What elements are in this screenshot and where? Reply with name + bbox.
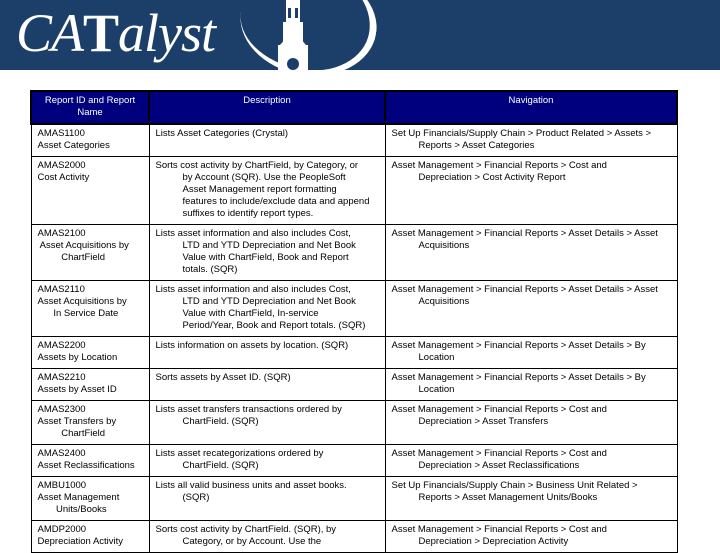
cell-line: AMDP2000 <box>37 524 87 535</box>
cell-line: Sorts assets by Asset ID. (SQR) <box>155 372 291 383</box>
cell-line: AMAS2000 <box>37 160 86 171</box>
cell-line: AMAS2210 <box>37 372 86 383</box>
cell-line: suffixes to identify report types. <box>182 208 314 219</box>
reports-table <box>30 90 678 553</box>
description-cell <box>149 281 385 337</box>
cell-line: ChartField <box>37 252 106 263</box>
table-row <box>31 337 677 369</box>
table-row <box>31 477 677 521</box>
cell-line: Depreciation > Cost Activity Report <box>418 172 566 183</box>
cell-line: ChartField. (SQR) <box>182 416 259 427</box>
cell-line: Asset Management > Financial Reports > Asset Details > By <box>391 340 646 351</box>
cell-line: Location <box>418 384 455 395</box>
cell-line: Acquisitions <box>418 296 470 307</box>
header-report-id: Report ID and Report Name <box>31 91 149 124</box>
cell-line: features to include/exclude data and append <box>182 196 370 207</box>
description-cell <box>149 477 385 521</box>
cell-line: AMAS2110 <box>37 284 85 295</box>
cell-line: LTD and YTD Depreciation and Net Book <box>182 240 356 251</box>
cell-line: Asset Acquisitions by <box>37 296 127 307</box>
navigation-cell <box>385 337 677 369</box>
report-id-cell <box>31 157 149 225</box>
header-description: Description <box>149 91 385 124</box>
cell-line: Value with ChartField, In-service <box>182 308 319 319</box>
description-cell <box>149 401 385 445</box>
cell-line: Reports > Asset Categories <box>418 140 535 151</box>
navigation-cell <box>385 445 677 477</box>
cell-line: (SQR) <box>182 492 210 503</box>
table-row <box>31 124 677 157</box>
cell-line: Asset Reclassifications <box>37 460 135 471</box>
cell-line: Asset Transfers by <box>37 416 117 427</box>
description-cell <box>149 157 385 225</box>
report-id-cell <box>31 337 149 369</box>
report-id-cell <box>31 281 149 337</box>
cell-line: ChartField. (SQR) <box>182 460 259 471</box>
cell-line: Asset Management > Financial Reports > Cost and <box>391 404 607 415</box>
description-cell <box>149 445 385 477</box>
description-cell <box>149 225 385 281</box>
catalyst-logo: CATalyst <box>16 3 216 63</box>
cell-line: Location <box>418 352 455 363</box>
report-id-cell <box>31 124 149 157</box>
table-row <box>31 157 677 225</box>
cell-line: AMAS2200 <box>37 340 86 351</box>
cell-line: Asset Management <box>37 492 120 503</box>
cell-line: Asset Management report formatting <box>182 184 337 195</box>
cell-line: AMAS2300 <box>37 404 86 415</box>
navigation-cell <box>385 369 677 401</box>
description-cell <box>149 124 385 157</box>
cell-line: Asset Management > Financial Reports > Asset Details > Asset <box>391 228 658 239</box>
navigation-cell <box>385 281 677 337</box>
report-id-cell <box>31 521 149 553</box>
cell-line: Set Up Financials/Supply Chain > Product Related > Assets > <box>391 128 652 139</box>
cell-line: AMBU1000 <box>37 480 87 491</box>
navigation-cell <box>385 225 677 281</box>
cell-line: LTD and YTD Depreciation and Net Book <box>182 296 356 307</box>
cell-line: Lists asset transfers transactions ordered by <box>155 404 342 415</box>
cell-line: Lists information on assets by location. (SQR) <box>155 340 349 351</box>
table-row <box>31 281 677 337</box>
cell-line: Reports > Asset Management Units/Books <box>418 492 598 503</box>
cell-line: Depreciation Activity <box>37 536 124 547</box>
navigation-cell <box>385 157 677 225</box>
cell-line: AMAS2400 <box>37 448 86 459</box>
navigation-cell <box>385 124 677 157</box>
navigation-cell <box>385 401 677 445</box>
cell-line: Depreciation > Asset Transfers <box>418 416 549 427</box>
report-id-cell <box>31 225 149 281</box>
cell-line: Asset Management > Financial Reports > Cost and <box>391 448 607 459</box>
cell-line: Asset Categories <box>37 140 110 151</box>
cell-line: AMAS2100 <box>37 228 86 239</box>
cell-line: Lists all valid business units and asset books. <box>155 480 347 491</box>
navigation-cell <box>385 521 677 553</box>
report-id-cell <box>31 369 149 401</box>
description-cell <box>149 521 385 553</box>
cell-line: Asset Management > Financial Reports > Asset Details > By <box>391 372 646 383</box>
cell-line: totals. (SQR) <box>182 264 238 275</box>
cell-line: Sorts cost activity by ChartField, by Category, or <box>155 160 359 171</box>
cell-line: In Service Date <box>37 308 119 319</box>
report-id-cell <box>31 477 149 521</box>
cell-line: Depreciation > Depreciation Activity <box>418 536 569 547</box>
cell-line: Asset Acquisitions by <box>37 240 129 251</box>
table-row <box>31 369 677 401</box>
header-navigation: Navigation <box>385 91 677 124</box>
cell-line: Assets by Asset ID <box>37 384 117 395</box>
cell-line: ChartField <box>37 428 106 439</box>
cell-line: Acquisitions <box>418 240 470 251</box>
report-id-cell <box>31 445 149 477</box>
cell-line: Asset Management > Financial Reports > Asset Details > Asset <box>391 284 658 295</box>
cell-line: Cost Activity <box>37 172 90 183</box>
report-id-cell <box>31 401 149 445</box>
cell-line: Lists asset recategorizations ordered by <box>155 448 324 459</box>
description-cell <box>149 337 385 369</box>
cell-line: AMAS1100 <box>37 128 85 139</box>
cell-line: Value with ChartField, Book and Report <box>182 252 349 263</box>
table-row <box>31 225 677 281</box>
table-row <box>31 401 677 445</box>
cell-line: Period/Year, Book and Report totals. (SQR) <box>182 320 366 331</box>
cell-line: Lists asset information and also includes Cost, <box>155 284 351 295</box>
header-banner <box>0 0 720 70</box>
navigation-cell <box>385 477 677 521</box>
cell-line: Asset Management > Financial Reports > Cost and <box>391 524 607 535</box>
table-row <box>31 445 677 477</box>
cell-line: Category, or by Account. Use the <box>182 536 322 547</box>
cell-line: Lists asset information and also includes Cost, <box>155 228 351 239</box>
cell-line: Units/Books <box>37 504 107 515</box>
table-header-row <box>31 91 677 124</box>
table-row <box>31 521 677 553</box>
cell-line: Sorts cost activity by ChartField. (SQR), by <box>155 524 337 535</box>
cell-line: Assets by Location <box>37 352 118 363</box>
cell-line: Depreciation > Asset Reclassifications <box>418 460 580 471</box>
clock-tower-icon <box>268 0 318 70</box>
cell-line: Set Up Financials/Supply Chain > Business Unit Related > <box>391 480 638 491</box>
description-cell <box>149 369 385 401</box>
cell-line: Lists Asset Categories (Crystal) <box>155 128 289 139</box>
cell-line: Asset Management > Financial Reports > Cost and <box>391 160 607 171</box>
cell-line: by Account (SQR). Use the PeopleSoft <box>182 172 346 183</box>
